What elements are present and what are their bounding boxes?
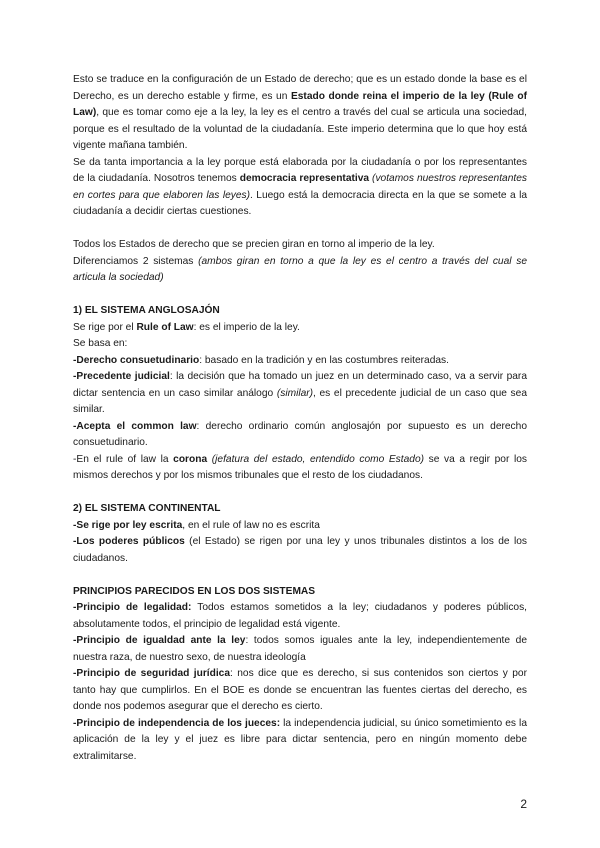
text: , es el precedente judicial de un caso que sea similar. — [73, 387, 527, 415]
text: Se basa en: — [73, 338, 128, 349]
italic-text: (ambos giran en torno a que la ley es el centro a través del cual se articula la sociedad) — [73, 255, 527, 283]
list-item — [73, 518, 527, 535]
bold-text: -Derecho consuetudinario — [73, 354, 200, 366]
text: , en el rule of law no es escrita — [182, 519, 320, 531]
text: Diferenciamos 2 sistemas — [73, 255, 199, 267]
bold-text: -Principio de legalidad: — [73, 602, 192, 613]
bold-text: -Acepta el common law — [73, 420, 197, 432]
page-number: 2 — [520, 797, 527, 811]
list-item — [73, 716, 527, 766]
bold-text: Rule of Law — [136, 321, 194, 333]
text: Se rige por el — [73, 321, 137, 333]
list-item — [73, 369, 527, 419]
heading-text: PRINCIPIOS PARECIDOS EN LOS DOS SISTEMAS — [73, 585, 316, 597]
list-item — [73, 419, 527, 452]
paragraph — [73, 254, 527, 287]
text: Todos estamos sometidos a la ley; ciudadanos y poderes públicos, absolutamente todos, el principio de legalidad está vigente. — [73, 602, 528, 630]
list-item — [73, 353, 527, 370]
bold-text: -Principio de seguridad jurídica — [73, 668, 231, 679]
bold-text: -Principio de igualdad ante la ley — [73, 635, 246, 646]
list-item — [73, 666, 527, 716]
italic-text: (votamos nuestros representantes en cortes para que elaboren las leyes) — [73, 173, 527, 201]
paragraph — [73, 320, 527, 337]
text: , que es tomar como eje a la ley, la ley es el centro a través del cual se articula una sociedad, porque es el resultado de la voluntad de la ciudadanía. Este imperio determina que lo que hoy está vigente mañana también. — [73, 107, 527, 151]
text: Esto se traduce en la configuración de un Estado de derecho; que es un estado donde la base es el Derecho, es un derecho estable y firme, es un — [73, 74, 527, 102]
section-heading — [73, 501, 527, 518]
text: : basado en la tradición y en las costumbres reiteradas. — [199, 354, 449, 366]
bold-text: -Los poderes públicos — [73, 536, 185, 547]
list-item — [73, 600, 527, 633]
text: . Luego está la democracia directa en la que se somete a la ciudadanía a decidir ciertas cuestiones. — [73, 189, 527, 217]
text: se va a regir por los mismos derechos y por los mismos tribunales que el resto de los ciudadanos. — [73, 453, 527, 481]
section-heading — [73, 303, 527, 320]
text: -En el rule of law la — [73, 453, 174, 465]
heading-text: 2) EL SISTEMA CONTINENTAL — [73, 503, 221, 514]
page-body — [73, 72, 527, 765]
bold-text: Estado donde reina el imperio de la ley (Rule of Law) — [73, 90, 527, 118]
text: : la decisión que ha tomado un juez en un determinado caso, va a servir para dictar sentencia en un caso similar análogo — [73, 371, 527, 399]
bold-text: democracia representativa — [239, 173, 370, 184]
bold-text: -Principio de independencia de los jueces: — [73, 717, 281, 729]
text: Todos los Estados de derecho que se precien giran en torno al imperio de la ley. — [73, 239, 435, 250]
text: : es el imperio de la ley. — [193, 321, 300, 333]
text: (el Estado) se rigen por una ley y unos tribunales distintos a los de los ciudadanos. — [73, 536, 527, 564]
text: Se da tanta importancia a la ley porque está elaborada por la ciudadanía o por los representantes de la ciudadanía. Nosotros tenemos — [73, 156, 527, 184]
text: : todos somos iguales ante la ley, independientemente de nuestra raza, de nuestro sexo, de nuestra ideología — [73, 635, 527, 663]
text: : nos dice que es derecho, si sus contenidos son ciertos y por tanto hay que cumplirlos. En el BOE es donde se encuentran las fuentes ciertas del derecho, es donde nos podemos asegurar que el derecho es cierto. — [73, 668, 527, 712]
bold-text: corona — [173, 453, 208, 465]
paragraph — [73, 155, 527, 221]
bold-text: -Se rige por ley escrita — [73, 519, 183, 531]
section-heading — [73, 584, 527, 601]
paragraph — [73, 336, 527, 353]
list-item — [73, 452, 527, 485]
paragraph — [73, 237, 527, 254]
bold-text: -Precedente judicial — [73, 371, 170, 382]
text: la independencia judicial, su único sometimiento es la aplicación de la ley y el juez es libre para dictar sentencia, pero en ningún momento debe extralimitarse. — [73, 717, 527, 762]
list-item — [73, 534, 527, 567]
paragraph — [73, 72, 527, 155]
italic-text: (similar) — [276, 387, 314, 399]
italic-text: (jefatura del estado, entendido como Estado) — [211, 453, 424, 465]
text: : derecho ordinario común anglosajón por supuesto es un derecho consuetudinario. — [73, 420, 527, 448]
list-item — [73, 633, 527, 666]
heading-text: 1) EL SISTEMA ANGLOSAJÓN — [73, 305, 220, 316]
